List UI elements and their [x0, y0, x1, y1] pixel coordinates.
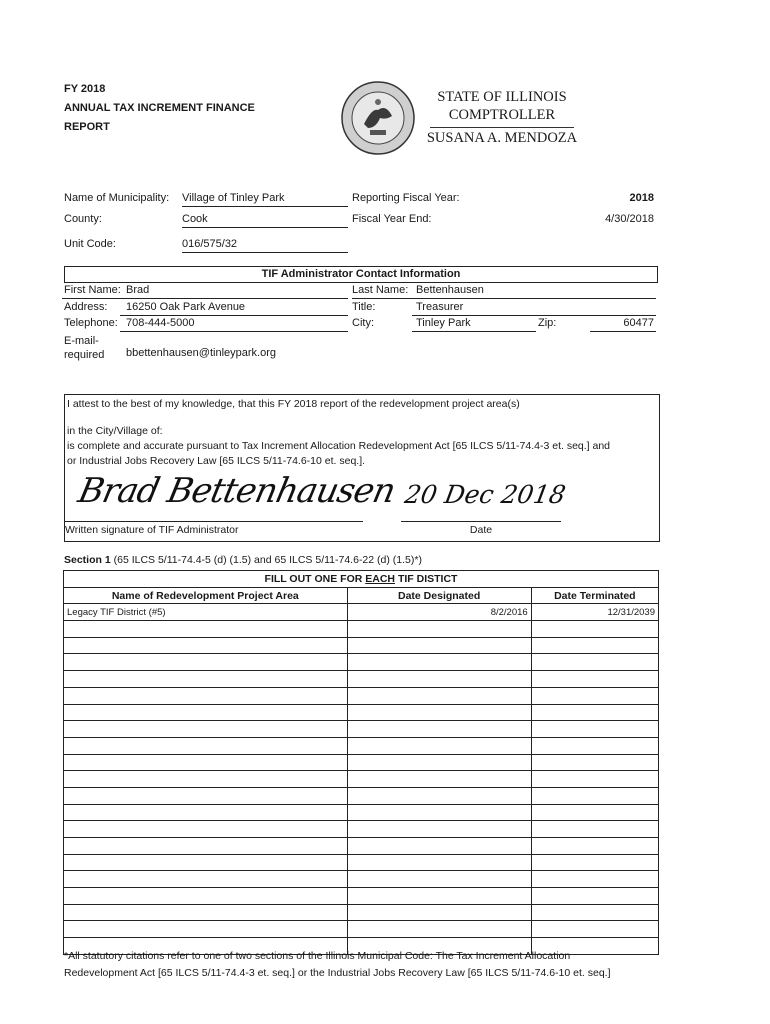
unit-code-value: 016/575/32: [182, 238, 348, 253]
first-name-rule: [62, 298, 348, 299]
project-area-cell: [64, 621, 348, 638]
fiscal-year-label: Reporting Fiscal Year:: [352, 192, 460, 204]
project-area-cell: [64, 888, 348, 905]
banner-text: FILL OUT ONE FOR: [264, 572, 366, 585]
project-area-cell: [64, 704, 348, 721]
project-area-cell: [64, 854, 348, 871]
date-designated-cell: [347, 804, 531, 821]
administrator-signature: Brad Bettenhausen: [74, 471, 399, 511]
signature-rule: [65, 521, 363, 522]
section1-citation: (65 ILCS 5/11-74.4-5 (d) (1.5) and 65 ILCS 5/11-74.6-22 (d) (1.5)*): [110, 554, 422, 566]
banner-emphasis: EACH: [365, 572, 396, 585]
date-designated-cell: [347, 721, 531, 738]
table-row: [64, 754, 659, 771]
date-designated-cell: [347, 637, 531, 654]
report-type: REPORT: [64, 121, 110, 133]
date-designated-cell: [347, 838, 531, 855]
attestation-box: [64, 394, 660, 542]
fiscal-year-end-label: Fiscal Year End:: [352, 213, 432, 225]
date-designated-cell: [347, 821, 531, 838]
address-value: 16250 Oak Park Avenue: [126, 301, 246, 313]
project-area-cell: [64, 838, 348, 855]
zip-rule: [590, 331, 656, 332]
date-terminated-cell: [531, 921, 658, 938]
table-row: [64, 621, 659, 638]
title-rule: [412, 315, 656, 316]
address-rule: [120, 315, 348, 316]
county-value: Cook: [182, 213, 348, 228]
footnote: [64, 948, 664, 982]
project-area-cell: [64, 637, 348, 654]
attest-line2: in the City/Village of:: [67, 425, 163, 437]
comptroller-name: SUSANA A. MENDOZA: [426, 130, 578, 146]
signature-label: Written signature of TIF Administrator: [65, 524, 239, 536]
section1-heading: [64, 554, 422, 566]
table-row: [64, 771, 659, 788]
project-area-cell: [64, 804, 348, 821]
email-label-line1: E-mail-: [64, 335, 99, 347]
project-area-cell: [64, 721, 348, 738]
table-banner-row: [64, 571, 659, 588]
telephone-value: 708-444-5000: [126, 317, 195, 329]
date-designated-cell: [347, 771, 531, 788]
table-row: [64, 921, 659, 938]
date-terminated-cell: [531, 721, 658, 738]
contact-section-title: TIF Administrator Contact Information: [64, 266, 658, 283]
report-name: ANNUAL TAX INCREMENT FINANCE: [64, 102, 255, 114]
date-designated-cell: [347, 871, 531, 888]
city-label: City:: [352, 317, 374, 329]
table-row: [64, 888, 659, 905]
date-terminated-cell: [531, 704, 658, 721]
table-row: [64, 804, 659, 821]
table-row: [64, 604, 659, 621]
table-row: [64, 787, 659, 804]
date-terminated-cell: [531, 871, 658, 888]
date-terminated-cell: [531, 621, 658, 638]
date-designated-cell: [347, 904, 531, 921]
footnote-line1: *All statutory citations refer to one of two sections of the Illinois Municipal Code: The Tax Increment Allocation: [64, 950, 571, 962]
title-value: Treasurer: [416, 301, 464, 313]
telephone-label: Telephone:: [64, 317, 118, 329]
title-label: Title:: [352, 301, 376, 313]
project-area-cell: [64, 821, 348, 838]
last-name-rule: [352, 298, 656, 299]
table-row: [64, 737, 659, 754]
attest-line3: is complete and accurate pursuant to Tax Increment Allocation Redevelopment Act [65 ILCS 5/11-74.4-3 et. seq.] and: [67, 440, 611, 452]
date-terminated-cell: [531, 637, 658, 654]
column-header-col3: Date Terminated: [531, 587, 658, 604]
fiscal-year-end-value: 4/30/2018: [605, 213, 654, 225]
project-area-cell: [64, 787, 348, 804]
date-terminated-cell: [531, 787, 658, 804]
state-seal-icon: [340, 80, 416, 156]
date-terminated-cell: [531, 888, 658, 905]
project-area-cell: [64, 671, 348, 688]
date-terminated-cell: [531, 754, 658, 771]
date-designated-cell: [347, 787, 531, 804]
date-designated-cell: [347, 921, 531, 938]
project-area-cell: [64, 687, 348, 704]
date-terminated-cell: [531, 737, 658, 754]
section1-number: Section 1: [64, 554, 111, 566]
date-terminated-cell: [531, 838, 658, 855]
table-header-row: [64, 587, 659, 604]
first-name-value: Brad: [126, 284, 150, 296]
table-row: [64, 821, 659, 838]
city-value: Tinley Park: [416, 317, 471, 329]
table-row: [64, 854, 659, 871]
report-year: FY 2018: [64, 83, 106, 95]
project-area-cell: [64, 754, 348, 771]
project-area-cell: [64, 771, 348, 788]
project-area-cell: [64, 921, 348, 938]
table-row: [64, 904, 659, 921]
date-designated-cell: [347, 704, 531, 721]
date-terminated-cell: 12/31/2039: [531, 604, 658, 621]
table-row: [64, 687, 659, 704]
column-header-col2: Date Designated: [347, 587, 531, 604]
last-name-value: Bettenhausen: [416, 284, 484, 296]
comptroller-block: [422, 88, 582, 148]
date-terminated-cell: [531, 821, 658, 838]
email-value: bbettenhausen@tinleypark.org: [126, 347, 276, 359]
municipality-label: Name of Municipality:: [64, 192, 170, 204]
table-row: [64, 637, 659, 654]
unit-code-label: Unit Code:: [64, 238, 116, 250]
date-designated-cell: 8/2/2016: [347, 604, 531, 621]
last-name-label: Last Name:: [352, 284, 409, 296]
table-row: [64, 871, 659, 888]
table-row: [64, 721, 659, 738]
date-label: Date: [469, 524, 493, 536]
date-rule: [401, 521, 561, 522]
attest-line1: I attest to the best of my knowledge, that this FY 2018 report of the redevelopment project area(s): [67, 398, 520, 410]
table-row: [64, 838, 659, 855]
project-area-cell: [64, 737, 348, 754]
table-banner: [64, 571, 659, 588]
date-terminated-cell: [531, 854, 658, 871]
project-area-cell: Legacy TIF District (#5): [64, 604, 348, 621]
first-name-label: First Name:: [64, 284, 121, 296]
column-header-col1: Name of Redevelopment Project Area: [64, 587, 348, 604]
county-label: County:: [64, 213, 102, 225]
office-name: COMPTROLLER: [430, 106, 574, 128]
date-designated-cell: [347, 737, 531, 754]
date-terminated-cell: [531, 804, 658, 821]
date-terminated-cell: [531, 771, 658, 788]
project-area-cell: [64, 871, 348, 888]
banner-text-end: TIF DISTICT: [395, 572, 458, 585]
report-title: [64, 80, 255, 137]
date-designated-cell: [347, 854, 531, 871]
date-designated-cell: [347, 888, 531, 905]
zip-label: Zip:: [538, 317, 557, 329]
date-designated-cell: [347, 621, 531, 638]
date-designated-cell: [347, 754, 531, 771]
signature-date: 20 Dec 2018: [402, 480, 568, 509]
date-terminated-cell: [531, 671, 658, 688]
city-rule: [412, 331, 536, 332]
project-area-cell: [64, 654, 348, 671]
municipality-value: Village of Tinley Park: [182, 192, 348, 207]
email-label: [64, 334, 104, 362]
date-terminated-cell: [531, 904, 658, 921]
table-row: [64, 704, 659, 721]
date-designated-cell: [347, 654, 531, 671]
telephone-rule: [120, 331, 348, 332]
zip-value: 60477: [623, 317, 654, 329]
fiscal-year-value: 2018: [629, 192, 654, 204]
address-label: Address:: [64, 301, 108, 313]
table-row: [64, 654, 659, 671]
tif-district-table: [63, 570, 659, 955]
date-terminated-cell: [531, 687, 658, 704]
state-name: STATE OF ILLINOIS: [437, 89, 567, 105]
date-terminated-cell: [531, 654, 658, 671]
footnote-line2: Redevelopment Act [65 ILCS 5/11-74.4-3 et. seq.] or the Industrial Jobs Recovery Law [65 ILCS 5/11-74.6-10 et. seq.]: [64, 967, 611, 979]
date-designated-cell: [347, 671, 531, 688]
email-label-line2: required: [64, 349, 105, 361]
project-area-cell: [64, 904, 348, 921]
table-row: [64, 671, 659, 688]
attest-line4: or Industrial Jobs Recovery Law [65 ILCS 5/11-74.6-10 et. seq.].: [67, 455, 366, 467]
date-designated-cell: [347, 687, 531, 704]
